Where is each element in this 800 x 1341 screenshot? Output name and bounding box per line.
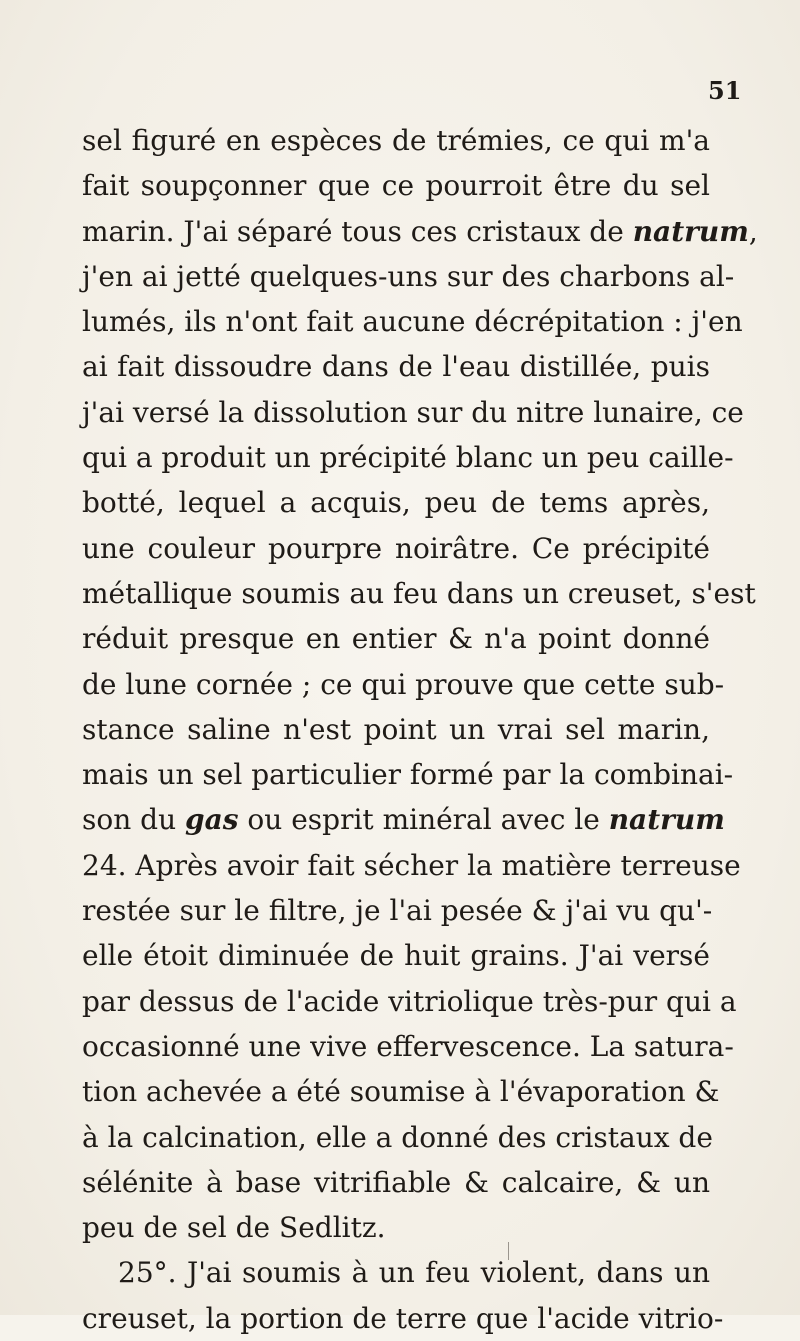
text-line: restée sur le filtre, je l'ai pesée & j'ai vu qu'- xyxy=(82,894,713,928)
text-line: tion achevée a été soumise à l'évaporation & xyxy=(82,1075,720,1109)
text-line: peu de sel de Sedlitz. xyxy=(82,1211,386,1245)
page-number: 51 xyxy=(708,76,742,105)
text-line: son du gas ou esprit minéral avec le natrum xyxy=(82,803,725,837)
text-line: de lune cornée ; ce qui prouve que cette sub- xyxy=(82,667,725,701)
text-line: marin. J'ai séparé tous ces cristaux de natrum, xyxy=(82,214,758,248)
text-line: à la calcination, elle a donné des cristaux de xyxy=(82,1120,713,1154)
text-line: creuset, la portion de terre que l'acide vitrio- xyxy=(82,1301,724,1335)
italic-term: gas xyxy=(185,803,239,837)
text-line: lumés, ils n'ont fait aucune décrépitation : j'en xyxy=(82,305,743,339)
text-line: qui a produit un précipité blanc un peu caille- xyxy=(82,441,734,475)
italic-term: natrum xyxy=(608,803,725,837)
text-line: j'en ai jetté quelques-uns sur des charbons al- xyxy=(82,259,735,293)
paper-mark xyxy=(508,1242,513,1260)
text-line: fait soupçonner que ce pourroit être du sel xyxy=(82,169,710,203)
text-line: réduit presque en entier & n'a point donné xyxy=(82,622,710,656)
text-line: botté, lequel a acquis, peu de tems après, xyxy=(82,486,710,520)
text-line: par dessus de l'acide vitriolique très-pur qui a xyxy=(82,984,737,1018)
text-line: sélénite à base vitrifiable & calcaire, & un xyxy=(82,1165,710,1199)
text-line: stance saline n'est point un vrai sel marin, xyxy=(82,712,710,746)
text-line: mais un sel particulier formé par la combinai- xyxy=(82,758,734,792)
body-text xyxy=(82,118,758,1341)
text-line: j'ai versé la dissolution sur du nitre lunaire, ce xyxy=(82,395,744,429)
italic-term: natrum xyxy=(632,214,749,248)
text-line: 25°. J'ai soumis à un feu violent, dans un xyxy=(118,1256,710,1290)
text-line: occasionné une vive effervescence. La satura- xyxy=(82,1029,734,1063)
text-line: sel figuré en espèces de trémies, ce qui m'a xyxy=(82,124,710,157)
text-line: métallique soumis au feu dans un creuset, s'est xyxy=(82,576,756,610)
text-line: une couleur pourpre noirâtre. Ce précipité xyxy=(82,531,710,565)
text-line: 24. Après avoir fait sécher la matière terreuse xyxy=(82,848,741,882)
text-line: elle étoit diminuée de huit grains. J'ai versé xyxy=(82,939,710,973)
text-line: ai fait dissoudre dans de l'eau distillée, puis xyxy=(82,350,710,384)
